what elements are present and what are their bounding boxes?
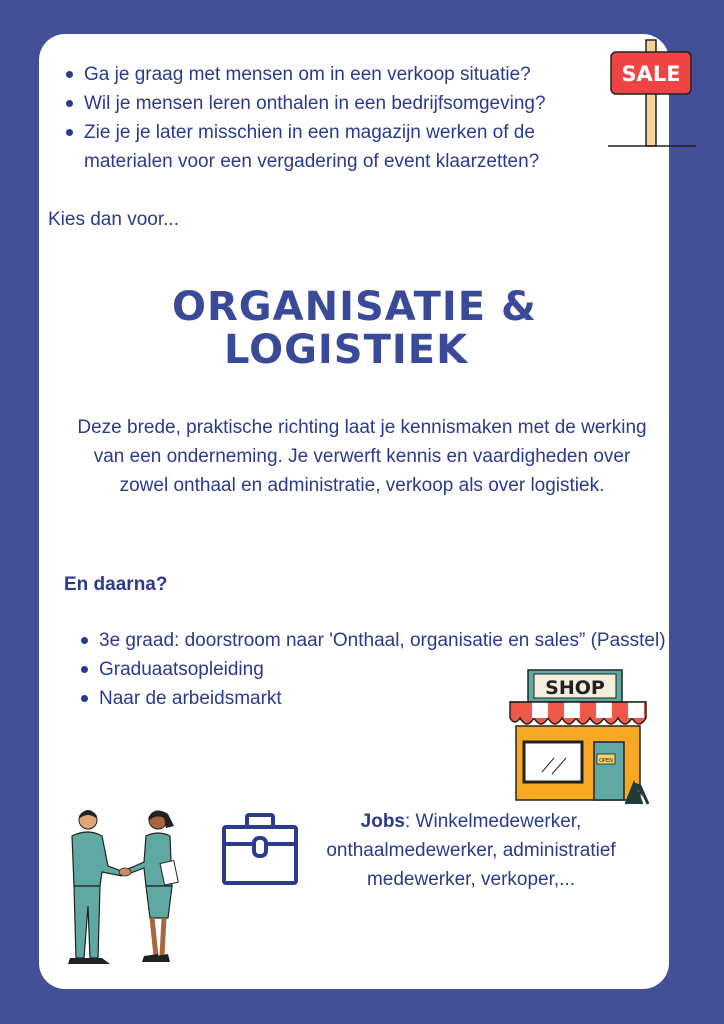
page-title-line1: ORGANISATIE & [172,284,537,330]
jobs-list: : Winkelmedewerker, onthaalmedewerker, administratief medewerker, verkoper,... [326,811,616,890]
jobs-text [306,807,636,894]
page-title-line2: LOGISTIEK [224,327,469,373]
door-sign-label: OPEN [599,758,613,764]
shop-icon [508,668,654,808]
shop-sign-label: SHOP [545,677,605,699]
intro-questions [62,60,624,176]
intro-question: Wil je mensen leren onthalen in een bedrijfsomgeving? [84,89,624,118]
sale-sign-icon [608,38,698,150]
next-item: 3e graad: doorstroom naar 'Onthaal, organisatie en sales” (Passtel) [99,626,669,655]
intro-question: Zie je je later misschien in een magazijn werken of de materialen voor een vergadering of event klaarzetten? [84,118,624,176]
handshake-people-icon [58,806,188,972]
description: Deze brede, praktische richting laat je kennismaken met de werking van een onderneming. Je verwerft kennis en vaardigheden over zowel onthaal en administratie, verkoop als over logistiek. [77,417,647,496]
sale-label: SALE [621,62,681,86]
briefcase-icon [220,812,300,888]
next-item: Graduaatsopleiding [99,655,669,684]
next-item: Naar de arbeidsmarkt [99,684,669,713]
intro-lead: Kies dan voor... [48,209,179,230]
next-heading: En daarna? [64,574,168,595]
intro-question: Ga je graag met mensen om in een verkoop situatie? [84,60,624,89]
jobs-label: Jobs [360,811,405,832]
